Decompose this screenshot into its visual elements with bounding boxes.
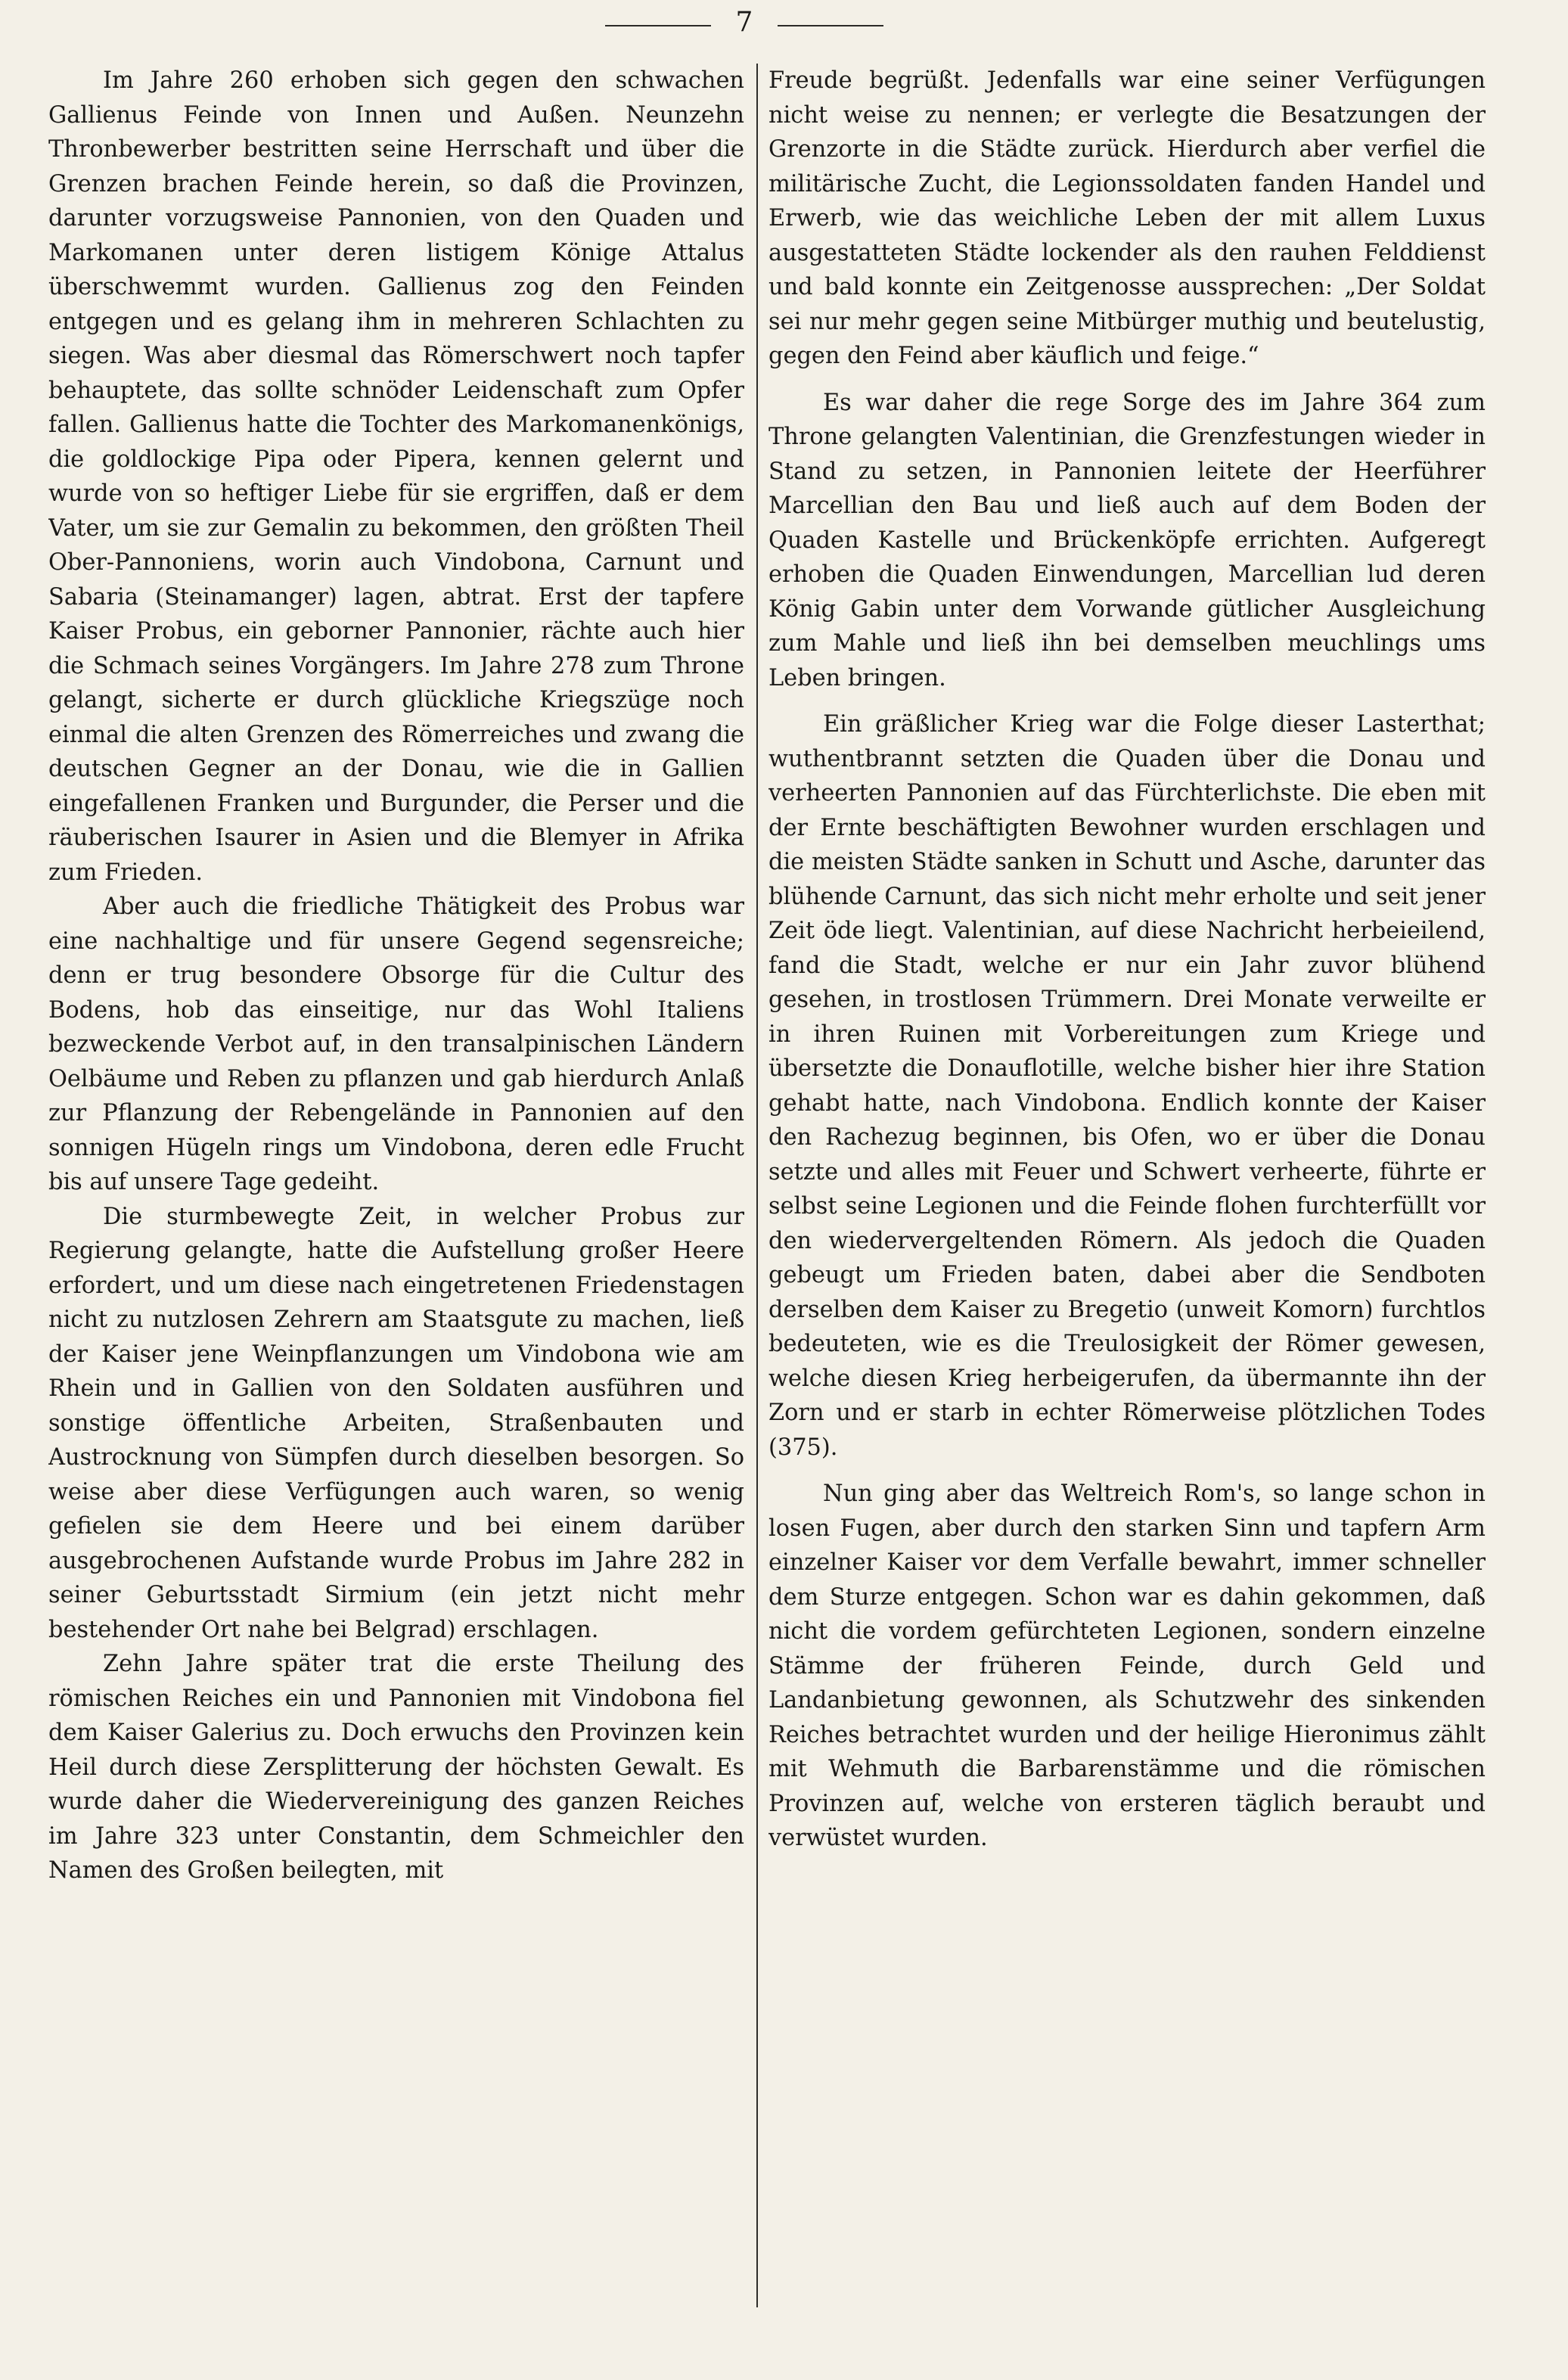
column-divider <box>756 64 758 2307</box>
paragraph: Im Jahre 260 erhoben sich gegen den schwachen Gallienus Feinde von Innen und Außen. Neunzehn Thronbewerber bestritten seine Herrschaft und über die Grenzen brachen Feinde herein, so daß die Provinzen, darunter vorzugsweise Pannonien, von den Quaden und Markomanen unter deren listigem Könige Attalus überschwemmt wurden. Gallienus zog den Feinden entgegen und es gelang ihm in mehreren Schlachten zu siegen. Was aber diesmal das Römerschwert noch tapfer behauptete, das sollte schnöder Leidenschaft zum Opfer fallen. Gallienus hatte die Tochter des Markomanenkönigs, die goldlockige Pipa oder Pipera, kennen gelernt und wurde von so heftiger Liebe für sie ergriffen, daß er dem Vater, um sie zur Gemalin zu bekommen, den größten Theil Ober-Pannoniens, worin auch Vindobona, Carnunt und Sabaria (Steinamanger) lagen, abtrat. Erst der tapfere Kaiser Probus, ein geborner Pannonier, rächte auch hier die Schmach seines Vorgängers. Im Jahre 278 zum Throne gelangt, sicherte er durch glückliche Kriegszüge noch einmal die alten Grenzen des Römerreiches und zwang die deutschen Gegner an der Donau, wie die in Gallien eingefallenen Franken und Burgunder, die Perser und die räuberischen Isaurer in Asien und die Blemyer in Afrika zum Frieden. <box>48 67 744 886</box>
paragraph: Aber auch die friedliche Thätigkeit des Probus war eine nachhaltige und für unsere Gegend segensreiche; denn er trug besondere Obsorge für die Cultur des Bodens, hob das einseitige, nur das Wohl Italiens bezweckende Verbot auf, in den transalpinischen Ländern Oelbäume und Reben zu pflanzen und gab hierdurch Anlaß zur Pflanzung der Rebengelände in Pannonien auf den sonnigen Hügeln rings um Vindobona, deren edle Frucht bis auf unsere Tage gedeiht. <box>48 893 744 1195</box>
left-column <box>48 64 744 2363</box>
paragraph: Nun ging aber das Weltreich Rom's, so lange schon in losen Fugen, aber durch den starken Sinn und tapfern Arm einzelner Kaiser vor dem Verfalle bewahrt, immer schneller dem Sturze entgegen. Schon war es dahin gekommen, daß nicht die vordem gefürchteten Legionen, sondern einzelne Stämme der früheren Feinde, durch Geld und Landanbietung gewonnen, als Schutzwehr des sinkenden Reiches betrachtet wurden und der heilige Hieronimus zählt mit Wehmuth die Barbarenstämme und die römischen Provinzen auf, welche von ersteren täglich beraubt und verwüstet wurden. <box>768 1481 1486 1851</box>
paragraph: Die sturmbewegte Zeit, in welcher Probus zur Regierung gelangte, hatte die Aufstellung großer Heere erfordert, und um diese nach eingetretenen Friedenstagen nicht zu nutzlosen Zehrern am Staatsgute zu machen, ließ der Kaiser jene Weinpflanzungen um Vindobona wie am Rhein und in Gallien von den Soldaten ausführen und sonstige öffentliche Arbeiten, Straßenbauten und Austrocknung von Sümpfen durch dieselben besorgen. So weise aber diese Verfügungen auch waren, so wenig gefielen sie dem Heere und bei einem darüber ausgebrochenen Aufstande wurde Probus im Jahre 282 in seiner Geburtsstadt Sirmium (ein jetzt nicht mehr bestehender Ort nahe bei Belgrad) erschlagen. <box>48 1203 744 1643</box>
header-rule-left <box>605 25 711 26</box>
page-number: 7 <box>735 7 753 38</box>
right-column <box>768 64 1486 2363</box>
paragraph: Es war daher die rege Sorge des im Jahre 364 zum Throne gelangten Valentinian, die Grenzfestungen wieder in Stand zu setzen, in Pannonien leitete der Heerführer Marcellian den Bau und ließ auch auf dem Boden der Quaden Kastelle und Brückenköpfe errichten. Aufgeregt erhoben die Quaden Einwendungen, Marcellian lud deren König Gabin unter dem Vorwande gütlicher Ausgleichung zum Mahle und ließ ihn bei demselben meuchlings ums Leben bringen. <box>768 389 1486 691</box>
header-rule-right <box>778 25 883 26</box>
paragraph-continuation: Freude begrüßt. Jedenfalls war eine seiner Verfügungen nicht weise zu nennen; er verlegte die Besatzungen der Grenzorte in die Städte zurück. Hierdurch aber verfiel die militärische Zucht, die Legionssoldaten fanden Handel und Erwerb, wie das weichliche Leben der mit allem Luxus ausgestatteten Städte lockender als den rauhen Felddienst und bald konnte ein Zeitgenosse aussprechen: „Der Soldat sei nur mehr gegen seine Mitbürger muthig und beutelustig, gegen den Feind aber käuflich und feige.“ <box>768 67 1486 369</box>
page-header <box>0 5 1568 41</box>
paragraph: Zehn Jahre später trat die erste Theilung des römischen Reiches ein und Pannonien mit Vindobona fiel dem Kaiser Galerius zu. Doch erwuchs den Provinzen kein Heil durch diese Zersplitterung der höchsten Gewalt. Es wurde daher die Wiedervereinigung des ganzen Reiches im Jahre 323 unter Constantin, dem Schmeichler den Namen des Großen beilegten, mit <box>48 1651 744 1884</box>
paragraph: Ein gräßlicher Krieg war die Folge dieser Lasterthat; wuthentbrannt setzten die Quaden über die Donau und verheerten Pannonien auf das Fürchterlichste. Die eben mit der Ernte beschäftigten Bewohner wurden erschlagen und die meisten Städte sanken in Schutt und Asche, darunter das blühende Carnunt, das sich nicht mehr erholte und seit jener Zeit öde liegt. Valentinian, auf diese Nachricht herbeieilend, fand die Stadt, welche er nur ein Jahr zuvor blühend gesehen, in trostlosen Trümmern. Drei Monate verweilte er in ihren Ruinen mit Vorbereitungen zum Kriege und übersetzte die Donauflotille, welche bisher hier ihre Station gehabt hatte, nach Vindobona. Endlich konnte der Kaiser den Rachezug beginnen, bis Ofen, wo er über die Donau setzte und alles mit Feuer und Schwert verheerte, führte er selbst seine Legionen und die Feinde flohen furchterfüllt vor den wiedervergeltenden Römern. Als jedoch die Quaden gebeugt um Frieden baten, dabei aber die Sendboten derselben dem Kaiser zu Bregetio (unweit Komorn) furchtlos bedeuteten, wie es die Treulosigkeit der Römer gewesen, welche diesen Krieg herbeigerufen, da übermannte ihn der Zorn und er starb in echter Römerweise plötzlichen Todes (375). <box>768 711 1486 1461</box>
